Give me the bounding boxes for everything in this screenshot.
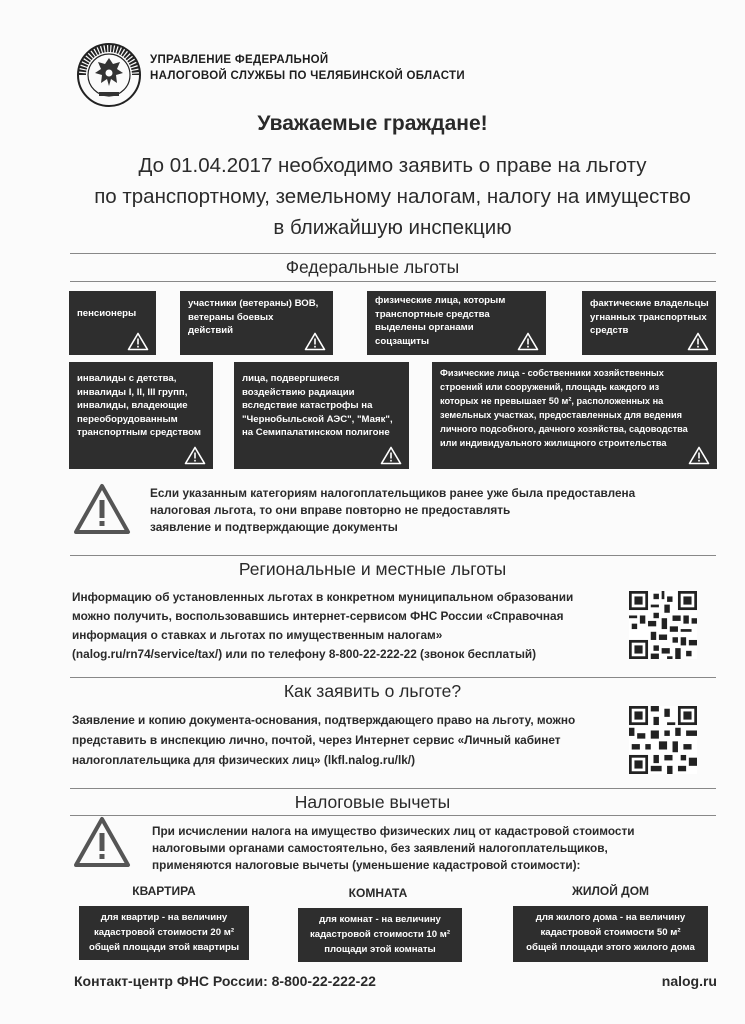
note-line: Если указанным категориям налогоплательщиков ранее уже была предоставлена [150, 486, 636, 500]
card-text: кадастровой стоимости 10 м² [309, 929, 451, 940]
warning-icon [184, 446, 206, 465]
deduction-card-apartment [79, 906, 249, 960]
deduction-heading-house: ЖИЛОЙ ДОМ [571, 884, 650, 898]
qr-code-tax-service[interactable] [629, 591, 697, 659]
note-line: налоговая льгота, то они вправе повторно не предоставлять [150, 503, 511, 517]
intro-text [40, 150, 745, 243]
repeat-benefit-note [150, 485, 635, 536]
card-text: инвалиды с детства, [77, 373, 177, 384]
benefit-card-veterans [180, 291, 333, 355]
deduction-card-house [513, 906, 708, 962]
org-line-2: НАЛОГОВОЙ СЛУЖБЫ ПО ЧЕЛЯБИНСКОЙ ОБЛАСТИ [150, 70, 465, 82]
card-text: инвалиды I, II, III групп, [77, 386, 188, 398]
org-line-1: УПРАВЛЕНИЕ ФЕДЕРАЛЬНОЙ [150, 54, 329, 66]
intro-line-1: До 01.04.2017 необходимо заявить о праве на льготу [138, 154, 647, 177]
deduction-card-room [298, 908, 462, 962]
intro-line-3: в ближайшую инспекцию [273, 216, 512, 239]
card-text: земельных участках, предоставленных для ведения [440, 410, 682, 420]
card-text: инвалиды, владеющие [77, 400, 188, 412]
text-line: информация о ставках и льготах по имущественным налогам» [72, 628, 443, 642]
card-text: общей площади этого жилого дома [526, 942, 695, 953]
card-text: на Семипалатинском полигоне [242, 427, 390, 439]
card-text: переоборудованным [77, 413, 178, 425]
how-to-text [72, 710, 575, 770]
card-text: "Чернобыльской АЭС", "Маяк", [242, 413, 393, 425]
card-text: угнанных транспортных [590, 311, 707, 323]
deductions-info-text [152, 823, 635, 874]
divider [70, 677, 716, 678]
warning-icon [127, 332, 149, 351]
card-text: или индивидуального жилищного строительства [440, 438, 667, 448]
card-text: соцзащиты [375, 335, 430, 347]
card-text: ветераны боевых [188, 311, 274, 323]
warning-icon [72, 482, 132, 537]
text-line: Информацию об установленных льготах в конкретном муниципальном образовании [72, 590, 574, 604]
card-text: личного подсобного, дачного хозяйства, садоводства [440, 424, 688, 434]
card-text: площади этой комнаты [324, 944, 436, 955]
text-line: налоговыми органами самостоятельно, без заявлений налогоплательщиков, [152, 841, 608, 855]
card-text: для квартир - на величину [100, 912, 228, 923]
divider [70, 281, 716, 282]
divider [70, 555, 716, 556]
deduction-heading-apartment: КВАРТИРА [132, 884, 196, 898]
card-text: действий [188, 325, 234, 337]
text-line: налогоплательщика для физических лиц» (lkfl.nalog.ru/lk/) [72, 753, 415, 767]
text-line: представить в инспекцию лично, почтой, через Интернет сервис «Личный кабинет [72, 733, 561, 747]
card-text: физические лица, которым [375, 295, 506, 306]
card-text: средств [590, 325, 629, 337]
card-text-part: кадастровой стоимости 20 м² [93, 927, 235, 938]
card-text: которых не превышает 50 м², расположенных на [440, 396, 664, 406]
qr-code-personal-account[interactable] [629, 706, 697, 774]
text-line: При исчислении налога на имущество физических лиц от кадастровой стоимости [152, 824, 635, 838]
divider [70, 788, 716, 789]
card-text: выделены органами [375, 322, 474, 334]
card-text: транспортные средства [375, 308, 490, 320]
fns-emblem-logo [76, 42, 142, 108]
warning-icon [304, 332, 326, 351]
card-text: участники (ветераны) ВОВ, [188, 298, 319, 309]
benefit-card-stolen-vehicles [582, 291, 716, 355]
regional-info-text [72, 588, 573, 664]
card-text: общей площади этой квартиры [88, 942, 240, 953]
deductions-section-title: Налоговые вычеты [294, 792, 451, 812]
regional-section-title: Региональные и местные льготы [238, 559, 507, 579]
text-line: Заявление и копию документа-основания, подтверждающего право на льготу, можно [72, 713, 576, 727]
divider [70, 253, 716, 254]
warning-icon [687, 332, 709, 351]
website-link[interactable]: nalog.ru [661, 973, 717, 989]
how-to-section-title: Как заявить о льготе? [283, 681, 462, 701]
card-text: воздействию радиации [242, 386, 355, 398]
benefit-card-radiation [234, 362, 409, 469]
card-text [83, 925, 245, 940]
card-text: пенсионеры [77, 308, 137, 319]
deduction-heading-room: КОМНАТА [348, 886, 408, 900]
warning-icon [688, 446, 710, 465]
card-text: фактические владельцы [590, 298, 709, 309]
text-line: (nalog.ru/rn74/service/tax/) или по телефону 8-800-22-222-22 (звонок бесплатый) [72, 647, 537, 661]
warning-icon [72, 815, 132, 870]
card-text: кадастровой стоимости 50 м² [540, 927, 681, 938]
federal-section-title: Федеральные льготы [285, 257, 460, 277]
benefit-card-outbuildings [432, 362, 717, 469]
card-text: для комнат - на величину [319, 914, 441, 925]
card-text: транспортным средством [77, 427, 201, 439]
note-line: заявление и подтверждающие документы [150, 520, 398, 534]
warning-icon [380, 446, 402, 465]
benefit-card-social-protection [367, 291, 546, 355]
intro-line-2: по транспортному, земельному налогам, налогу на имущество [94, 185, 691, 208]
benefit-card-disabled [69, 362, 213, 469]
card-text: Физические лица - собственники хозяйственных [440, 368, 664, 378]
card-text: вследствие катастрофы на [242, 400, 373, 412]
card-text: лица, подвергшиеся [242, 373, 340, 384]
card-text: для жилого дома - на величину [535, 912, 686, 923]
organization-name [150, 52, 465, 84]
greeting-heading: Уважаемые граждане! [257, 112, 488, 135]
benefit-card-pensioners [69, 291, 156, 355]
text-line: применяются налоговые вычеты (уменьшение кадастровой стоимости): [152, 858, 581, 872]
card-text: строений или сооружений, площадь каждого из [440, 382, 660, 392]
divider [70, 815, 716, 816]
text-line: можно получить, воспользовавшись интернет-сервисом ФНС России «Справочная [72, 609, 564, 623]
contact-center-phone: Контакт-центр ФНС России: 8-800-22-222-22 [74, 973, 376, 989]
warning-icon [517, 332, 539, 351]
